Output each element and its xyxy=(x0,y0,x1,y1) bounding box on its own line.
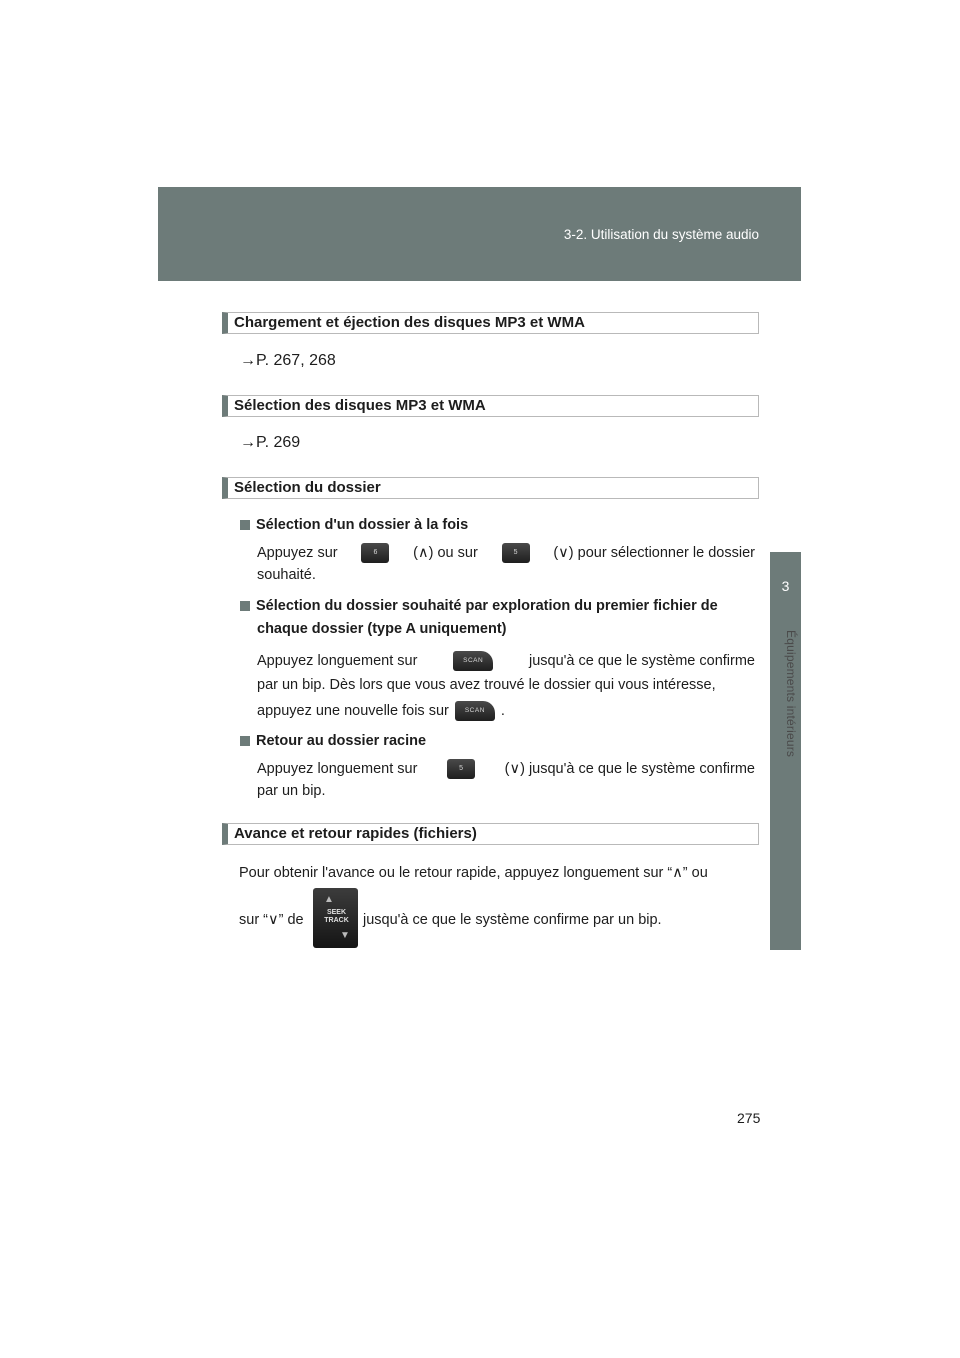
bullet-square xyxy=(240,736,250,746)
section-title-fast-forward: Avance et retour rapides (fichiers) xyxy=(222,823,759,845)
paragraph-root xyxy=(257,758,755,802)
bullet-square xyxy=(240,520,250,530)
chapter-label: Équipements intérieurs xyxy=(784,630,798,758)
text: Appuyez longuement sur xyxy=(257,761,418,777)
paragraph-line xyxy=(257,758,755,780)
subheading-text: Retour au dossier racine xyxy=(256,733,427,749)
preset-5-button[interactable]: 5 xyxy=(502,543,530,563)
chevron-down-icon: ▼ xyxy=(340,930,350,941)
text: appuyez une nouvelle fois sur xyxy=(257,703,449,719)
header-band xyxy=(158,187,801,281)
seek-label-line: TRACK xyxy=(324,917,349,924)
paragraph-line xyxy=(257,542,755,564)
chevron-up-icon: ▲ xyxy=(324,894,334,905)
text: (∧) ou sur xyxy=(413,545,478,561)
seek-track-button[interactable] xyxy=(313,888,358,948)
section-header: 3-2. Utilisation du système audio xyxy=(563,227,759,242)
subheading-text: Sélection du dossier souhaité par exploration du premier fichier de xyxy=(256,598,718,614)
paragraph-line: par un bip. Dès lors que vous avez trouvé le dossier qui vous intéresse, xyxy=(257,677,716,693)
page-number: 275 xyxy=(737,1110,761,1126)
paragraph-ffwd-line2b: jusqu'à ce que le système confirme par un bip. xyxy=(363,912,662,928)
subheading-scan xyxy=(240,598,718,614)
paragraph-line: souhaité. xyxy=(257,567,316,583)
paragraph-one-at-a-time xyxy=(257,542,755,586)
seek-track-label xyxy=(315,909,358,925)
section-title-folder-selection: Sélection du dossier xyxy=(222,477,759,499)
paragraph-ffwd-line1: Pour obtenir l'avance ou le retour rapide, appuyez longuement sur “∧” ou xyxy=(239,865,708,881)
scan-button[interactable]: SCAN xyxy=(453,651,493,671)
subheading-scan-cont xyxy=(257,621,507,637)
preset-5-button[interactable]: 5 xyxy=(447,759,475,779)
text: Appuyez sur xyxy=(257,545,338,561)
page-reference-disc-selection: →P. 269 xyxy=(240,434,301,451)
seek-label-line: SEEK xyxy=(326,909,347,916)
text: (∨) jusqu'à ce que le système confirme xyxy=(504,761,755,777)
paragraph-line xyxy=(257,700,755,722)
paragraph-line xyxy=(257,650,755,672)
paragraph-ffwd-line2a: sur “∨” de xyxy=(239,912,304,928)
subheading-root xyxy=(240,733,426,749)
page-reference-loading: →P. 267, 268 xyxy=(240,352,336,369)
text: jusqu'à ce que le système confirme xyxy=(528,653,755,669)
section-title-loading: Chargement et éjection des disques MP3 et WMA xyxy=(222,312,759,334)
scan-button[interactable]: SCAN xyxy=(455,701,495,721)
text: Appuyez longuement sur xyxy=(257,653,418,669)
text: . xyxy=(500,703,505,719)
subheading-one-at-a-time xyxy=(240,517,468,533)
bullet-square xyxy=(240,601,250,611)
chapter-number: 3 xyxy=(781,578,790,594)
section-title-disc-selection: Sélection des disques MP3 et WMA xyxy=(222,395,759,417)
subheading-text: chaque dossier (type A uniquement) xyxy=(257,621,507,637)
preset-6-button[interactable]: 6 xyxy=(361,543,389,563)
paragraph-scan xyxy=(257,650,755,722)
subheading-text: Sélection d'un dossier à la fois xyxy=(256,517,469,533)
text: (∨) pour sélectionner le dossier xyxy=(553,545,755,561)
paragraph-line: par un bip. xyxy=(257,783,326,799)
